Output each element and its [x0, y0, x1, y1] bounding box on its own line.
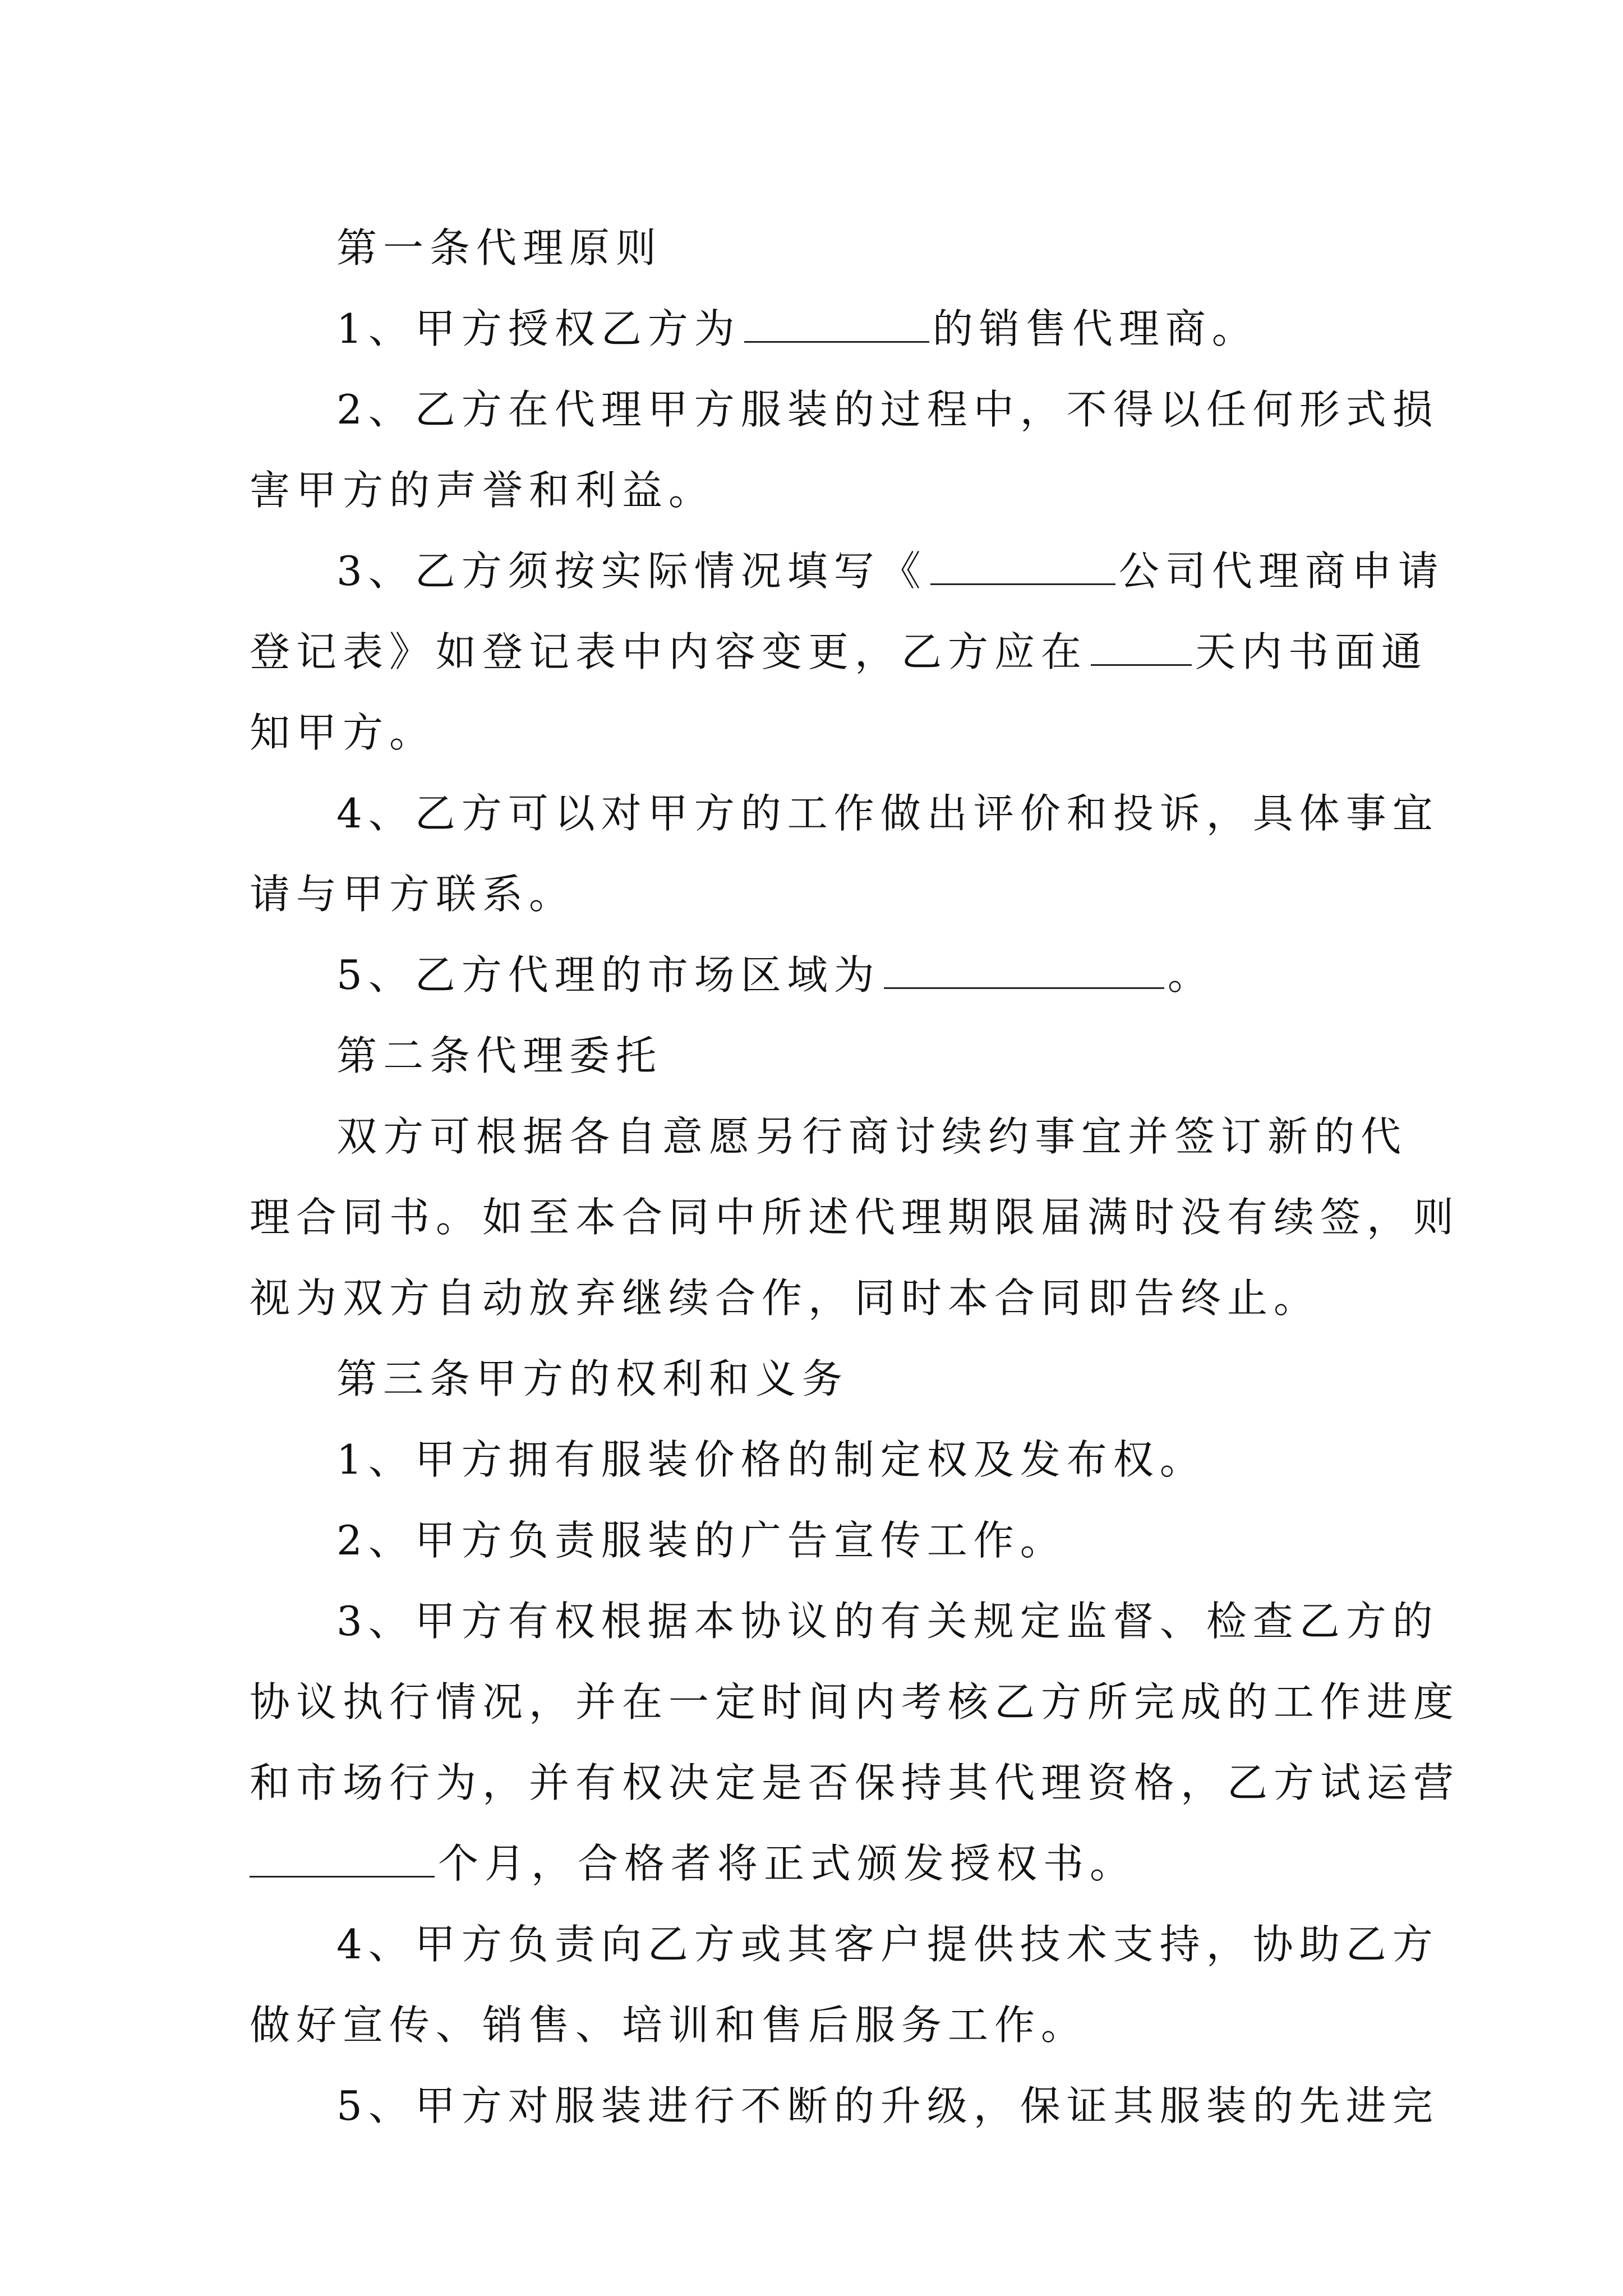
fill-in-blank — [930, 545, 1115, 585]
paragraph-line: 4、甲方负责向乙方或其客户提供技术支持，协助乙方 — [336, 1921, 1439, 1968]
paragraph-line: 登记表》如登记表中内容变更，乙方应在 天内书面通 — [250, 611, 1382, 692]
fill-in-blank — [1091, 626, 1192, 666]
paragraph-line: 4、乙方可以对甲方的工作做出评价和投诉，具体事宜 — [336, 790, 1439, 837]
paragraph-line: 3、乙方须按实际情况填写《 公司代理商申请 — [250, 531, 1382, 611]
paragraph-line: 5、甲方对服装进行不断的升级，保证其服装的先进完 — [336, 2082, 1439, 2129]
paragraph-line: 1、甲方拥有服装价格的制定权及发布权。 — [336, 1436, 1206, 1483]
paragraph-line: 和市场行为，并有权决定是否保持其代理资格，乙方试运营 — [250, 1759, 1460, 1806]
paragraph-line: 害甲方的声誉和利益。 — [250, 467, 716, 514]
article-1-heading: 第一条代理原则 — [336, 224, 663, 272]
paragraph-line: 1、甲方授权乙方为 的销售代理商。 — [250, 288, 1382, 369]
article-2-heading: 第二条代理委托 — [336, 1032, 663, 1079]
paragraph-line: 2、乙方在代理甲方服装的过程中，不得以任何形式损 — [336, 386, 1439, 433]
fill-in-blank — [250, 1838, 435, 1878]
paragraph-line: 请与甲方联系。 — [250, 871, 576, 918]
paragraph-line: 知甲方。 — [250, 709, 436, 756]
fill-in-blank — [884, 949, 1164, 989]
document-body — [250, 208, 1460, 2146]
paragraph-line: 2、甲方负责服装的广告宣传工作。 — [336, 1517, 1067, 1564]
paragraph-line: 协议执行情况，并在一定时间内考核乙方所完成的工作进度 — [250, 1678, 1460, 1726]
paragraph-line: 理合同书。如至本合同中所述代理期限届满时没有续签，则 — [250, 1194, 1460, 1241]
paragraph-line: 5、乙方代理的市场区域为 。 — [250, 935, 1382, 1015]
paragraph-line: 双方可根据各自意愿另行商讨续约事宜并签订新的代 — [336, 1113, 1408, 1160]
paragraph-line: 个月，合格者将正式颁发授权书。 — [250, 1823, 1382, 1904]
article-3-heading: 第三条甲方的权利和义务 — [336, 1355, 849, 1402]
fill-in-blank — [744, 303, 929, 343]
paragraph-line: 视为双方自动放弃继续合作，同时本合同即告终止。 — [250, 1274, 1321, 1322]
paragraph-line: 3、甲方有权根据本协议的有关规定监督、检查乙方的 — [336, 1598, 1439, 1645]
paragraph-line: 做好宣传、销售、培训和售后服务工作。 — [250, 2001, 1088, 2049]
